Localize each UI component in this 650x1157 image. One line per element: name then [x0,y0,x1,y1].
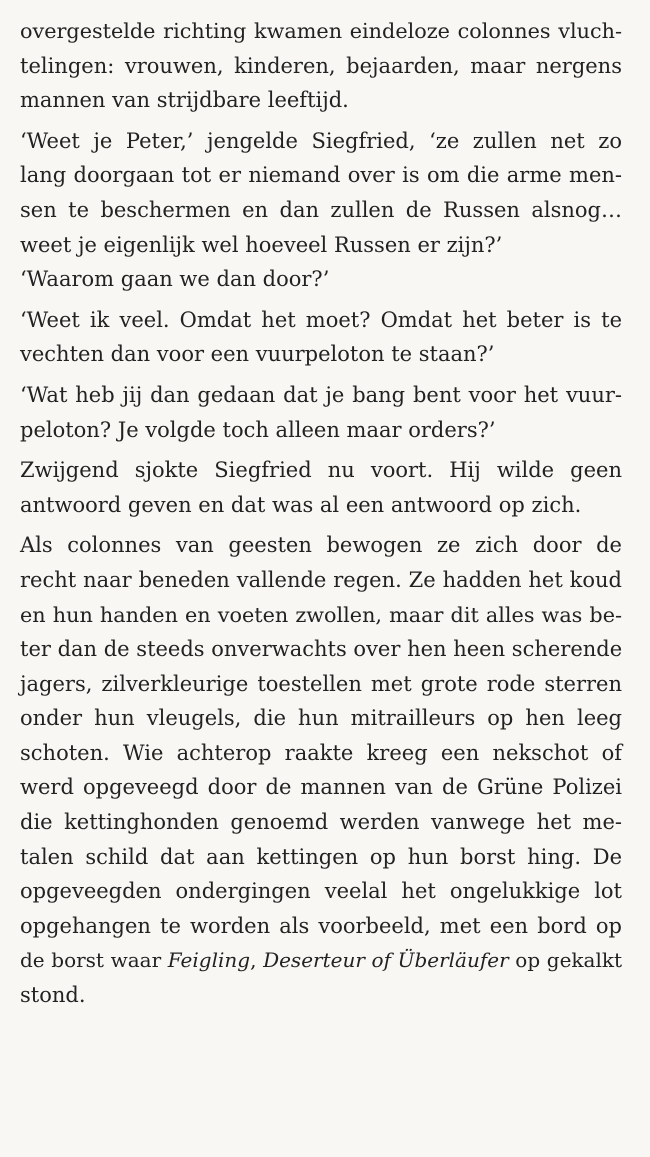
text-line: telingen: vrouwen, kinderen, bejaarden, maar nergens [20,53,622,78]
text-line: schoten. Wie achterop raakte kreeg een nekschot of [20,740,622,765]
text-line: ‘Weet ik veel. Omdat het moet? Omdat het beter is te [20,307,622,332]
text-line: die kettinghonden genoemd werden vanwege het me- [20,810,622,835]
paragraph [20,453,622,522]
text-line: peloton? Je volgde toch alleen maar orders?’ [20,417,496,442]
text-line: sen te beschermen en dan zullen de Russen alsnog… [20,197,622,222]
paragraph [20,528,622,1012]
text-run: , [250,948,264,973]
text-line: mannen van strijdbare leeftijd. [20,88,349,113]
text-line: Zwijgend sjokte Siegfried nu voort. Hij wilde geen [20,458,622,483]
text-line: opgeveegden ondergingen veelal het ongelukkige lot [20,879,622,904]
text-line: weet je eigenlijk wel hoeveel Russen er zijn?’ [20,232,503,257]
text-line: vechten dan voor een vuurpeloton te staan?’ [20,342,495,367]
body-text [20,14,622,1013]
text-line: Als colonnes van geesten bewogen ze zich door de [20,533,622,558]
text-line: ter dan de steeds onverwachts over hen heen scherende [20,637,623,662]
text-run: de borst waar [20,948,168,973]
text-run: op gekalkt [508,948,623,973]
text-line-with-italics [20,943,622,978]
text-line: stond. [20,983,86,1008]
text-line: en hun handen en voeten zwollen, maar dit alles was be- [20,602,622,627]
text-line: talen schild dat aan kettingen op hun borst hing. De [20,844,622,869]
text-line: antwoord geven en dat was al een antwoord op zich. [20,492,582,517]
text-line: ‘Weet je Peter,’ jengelde Siegfried, ‘ze zullen net zo [20,128,622,153]
text-line: ‘Wat heb jij dan gedaan dat je bang bent voor het vuur- [20,382,622,407]
paragraph [20,378,622,447]
text-line: opgehangen te worden als voorbeeld, met een bord op [20,913,622,938]
paragraph [20,124,622,262]
text-line: recht naar beneden vallende regen. Ze hadden het koud [20,567,622,592]
italic-term: Deserteur of Überläufer [263,948,509,973]
text-line: jagers, zilverkleurige toestellen met grote rode sterren [20,671,622,696]
text-line: lang doorgaan tot er niemand over is om die arme men- [20,163,622,188]
text-line: overgestelde richting kwamen eindeloze colonnes vluch- [20,19,622,43]
text-line: onder hun vleugels, die hun mitrailleurs op hen leeg [20,706,622,731]
paragraph [20,303,622,372]
text-line: werd opgeveegd door de mannen van de Grüne Polizei [20,775,622,800]
paragraph [20,262,622,297]
paragraph [20,14,622,118]
italic-term: Feigling [167,948,251,973]
text-line: ‘Waarom gaan we dan door?’ [20,267,330,292]
